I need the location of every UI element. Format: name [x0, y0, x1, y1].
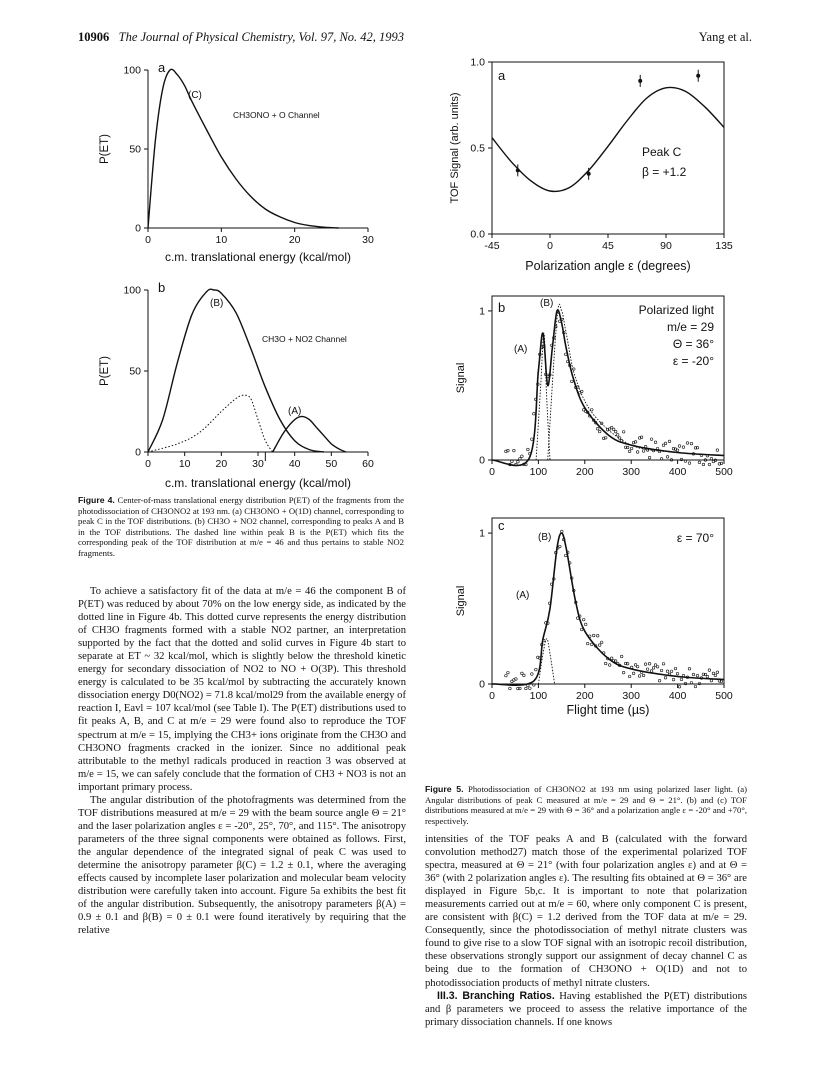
tof-data-point	[672, 678, 675, 681]
panel-label: c	[498, 518, 505, 533]
component-curve	[536, 333, 550, 460]
tof-data-point	[688, 667, 691, 670]
tof-data-point	[658, 679, 661, 682]
tof-data-point	[690, 442, 693, 445]
figure-5c-plot	[455, 518, 733, 717]
tof-data-point	[505, 674, 508, 677]
x-tick-label: 200	[576, 690, 594, 702]
tof-data-point	[598, 644, 601, 647]
x-axis-label: c.m. translational energy (kcal/mol)	[164, 476, 352, 490]
tof-data-point	[648, 456, 651, 459]
tof-data-point	[716, 449, 719, 452]
y-axis-label: Signal	[455, 362, 467, 394]
tof-data-point	[592, 634, 595, 637]
tof-data-point	[710, 679, 713, 682]
tof-data-point	[628, 450, 631, 453]
y-tick-label: 1.0	[470, 56, 485, 69]
x-tick-label: 10	[215, 234, 228, 246]
tof-data-point	[509, 687, 512, 690]
x-tick-label: 60	[362, 458, 374, 470]
tof-data-point	[688, 462, 691, 465]
tof-data-point	[698, 461, 701, 464]
tof-data-point	[533, 412, 536, 415]
figure-4-caption	[78, 495, 404, 559]
series-C-curve	[148, 69, 339, 228]
tof-data-point	[664, 442, 667, 445]
tof-data-point	[517, 460, 520, 463]
tof-data-point	[614, 430, 617, 433]
peak-label-C: (C)	[188, 90, 202, 101]
running-authors: Yang et al.	[698, 30, 752, 44]
tof-data-point	[708, 669, 711, 672]
tof-data-point	[531, 438, 534, 441]
x-tick-label: 0	[145, 234, 151, 246]
tof-data-point	[632, 672, 635, 675]
tof-data-point	[558, 545, 561, 548]
figure-4	[80, 52, 410, 492]
tof-data-point	[636, 451, 639, 454]
tof-data-point	[678, 445, 681, 448]
tof-data-point	[680, 678, 683, 681]
tof-data-point	[638, 675, 641, 678]
peak-label-B: (B)	[538, 532, 552, 543]
tof-data-point	[582, 618, 585, 621]
figure-4b-plot	[99, 280, 374, 490]
tof-data-point	[666, 670, 669, 673]
figure-5-caption-text: Photodissociation of CH3ONO2 at 193 nm using polarized laser light. (a) Angular distributions of peak C measured at m/e = 29 and Θ = 21°. (b) and (c) TOF distributions measured at m/e = 29 with Θ = 36° and a polarization angle ε = -20° and +70°, respectively.	[425, 784, 747, 826]
tof-data-point	[714, 674, 717, 677]
tof-data-point	[648, 662, 651, 665]
peak-label-A: (A)	[516, 590, 530, 601]
x-axis-label: c.m. translational energy (kcal/mol)	[164, 250, 352, 264]
tof-data-point	[670, 670, 673, 673]
tof-data-point	[636, 665, 639, 668]
right-column-text	[425, 833, 747, 1029]
y-tick-label: 0.0	[470, 228, 485, 241]
tof-data-point	[660, 669, 663, 672]
info-label: Θ = 36°	[672, 337, 714, 351]
tof-data-point	[622, 430, 625, 433]
tof-data-point	[600, 641, 603, 644]
y-tick-label: 0.5	[470, 142, 485, 155]
panel-label: a	[158, 60, 166, 75]
x-tick-label: -45	[484, 240, 500, 252]
x-tick-label: 500	[715, 690, 733, 702]
peak-label-B: (B)	[210, 298, 224, 309]
tof-data-point	[686, 442, 689, 445]
page-number: 10906	[78, 30, 110, 44]
tof-data-point	[706, 675, 709, 678]
y-axis-label: Signal	[455, 585, 467, 617]
channel-label: CH3ONO + O Channel	[233, 110, 320, 120]
x-tick-label: 20	[288, 234, 301, 246]
paragraph: The angular distribution of the photofragments was determined from the TOF distributions measured at m/e = 29 with the beam source angle Θ = 21° and the laser polarization angles ε = -20°, 25°, 70°, and 115°. The anisotropy parameters of the three signal components were obtained as follows. First, the angular dependence of the integrated signal of peak C was used to determine the anisotropy parameter β(C) = 1.2 ± 0.1, where the averaging effects caused by incomplete laser polarization and molecular beam velocity distribution were carefully taken into account. Figure 5a exhibits the best fit of the angular distribution. Subsequently, the anisotropy parameters β(A) = 0.9 ± 0.1 and β(B) = 0 ± 0.1 were found iteratively by requiring that the relative	[78, 794, 406, 937]
paragraph: Having established the P(ET) distributions and β parameters we proceed to assess the relative importance of the primary dissociation channels. If one knows	[425, 990, 747, 1028]
tof-data-point	[523, 674, 526, 677]
figure-4-caption-label: Figure 4.	[78, 495, 115, 505]
y-tick-label: 100	[123, 284, 141, 297]
x-tick-label: 300	[622, 466, 640, 478]
tof-data-point	[598, 430, 601, 433]
y-tick-label: 1	[479, 527, 485, 540]
tof-data-point	[610, 657, 613, 660]
x-tick-label: 100	[529, 690, 548, 702]
tof-data-point	[507, 671, 510, 674]
x-tick-label: 300	[622, 690, 640, 702]
y-axis-label: P(ET)	[99, 355, 111, 387]
section-paragraph	[425, 990, 747, 1029]
fit-curve	[492, 87, 724, 191]
figure-5-caption	[425, 784, 747, 826]
y-tick-label: 50	[129, 365, 141, 378]
x-axis-label: Flight time (µs)	[566, 703, 650, 717]
tof-data-point	[513, 449, 516, 452]
plot-frame	[492, 62, 724, 234]
x-tick-label: 100	[529, 466, 548, 478]
paragraph: To achieve a satisfactory fit of the data at m/e = 46 the component B of P(ET) was reduced by about 70% on the low energy side, as indicated by the dotted line in Figure 4b. This dotted curve represents the energy distribution of CH3O fragments formed with a stable NO2 partner, an interpretation supported by the fact that the dotted and solid curves in Figure 4b start to separate at ET ~ 32 kcal/mol, which is slightly below the threshold kinetic energy for secondary dissociation of NO2 to NO + O(3P). This threshold energy is calculated to be 35 kcal/mol by subtracting the accurately known dissociation energy D0(NO2) = 71.8 kcal/mol29 from the available energy of reaction I, Eavl = 107 kcal/mol (see Table I). The P(ET) distributions used to fit peaks A, B, and C at m/e = 29 were found also to reproduce the TOF spectrum at m/e = 15, implying the CH3+ ions originate from the CH3O and CH3ONO fragments cracked in the ionizer. Since no additional peak attributable to the methyl radicals produced in reaction 3 was observed at m/e = 15, we can safely conclude that the formation of CH3 + NO3 is not an important primary process.	[78, 586, 406, 793]
x-tick-label: 0	[489, 466, 495, 478]
data-point	[587, 172, 591, 176]
tof-data-point	[676, 672, 679, 675]
tof-data-point	[644, 663, 647, 666]
beta-label: β = +1.2	[642, 165, 687, 179]
tof-data-point	[620, 655, 623, 658]
x-tick-label: 40	[288, 458, 301, 470]
tof-data-point	[608, 664, 611, 667]
tof-data-point	[616, 434, 619, 437]
y-tick-label: 50	[129, 143, 141, 156]
tof-data-point	[652, 667, 655, 670]
tof-data-point	[630, 447, 633, 450]
x-tick-label: 30	[362, 234, 374, 246]
data-point	[638, 79, 642, 83]
peak-label-A: (A)	[514, 344, 528, 355]
x-tick-label: 0	[145, 458, 151, 470]
total-fit-curve	[492, 533, 724, 685]
tof-data-point	[570, 380, 573, 383]
peak-label-A: (A)	[288, 406, 302, 417]
tof-data-point	[682, 446, 685, 449]
x-axis-label: Polarization angle ε (degrees)	[525, 259, 691, 273]
tof-data-point	[654, 441, 657, 444]
y-tick-label: 0	[479, 454, 485, 467]
x-tick-label: 0	[489, 690, 495, 702]
tof-data-point	[612, 428, 615, 431]
tof-data-point	[650, 670, 653, 673]
tof-data-point	[694, 685, 697, 688]
tof-data-point	[678, 685, 681, 688]
tof-data-point	[668, 440, 671, 443]
figure-5-caption-label: Figure 5.	[425, 784, 464, 794]
tof-data-point	[708, 463, 711, 466]
panel-label: a	[498, 68, 506, 83]
y-tick-label: 100	[123, 64, 141, 77]
tof-data-point	[596, 634, 599, 637]
x-tick-label: 10	[178, 458, 191, 470]
tof-data-point	[662, 663, 665, 666]
data-point	[516, 168, 520, 172]
tof-data-point	[646, 668, 649, 671]
info-label: m/e = 29	[666, 320, 714, 334]
info-label: ε = -20°	[672, 354, 714, 368]
y-axis-label: TOF Signal (arb. units)	[449, 92, 461, 204]
tof-data-point	[622, 671, 625, 674]
y-axis-label: P(ET)	[99, 133, 111, 165]
paragraph: intensities of the TOF peaks A and B (calculated with the forward convolution method27) match those of the experimental polarized TOF spectra, measured at Θ = 21° (with four polarization angles ε) and at Θ = 36° (with 2 polarization angles ε). The resulting fits obtained at Θ = 36° are displayed in Figure 5b,c. It is important to note that polarization measurements carried out at m/e = 60, where only component C is present, are consistent with β(C) = 1.2 derived from the TOF data at m/e = 29. Consequently, since the photodissociation of methyl nitrate clusters was found to give rise to a slow TOF signal with an isotropic recoil distribution, these observations strongly support our assignment of decay channel C as being due to the formation of CH3ONO + O(1D) and not to photodissociation products of methyl nitrate clusters.	[425, 834, 747, 989]
tof-data-point	[664, 676, 667, 679]
figure-4a-plot	[99, 60, 374, 264]
tof-data-point	[656, 665, 659, 668]
info-label: ε = 70°	[676, 531, 714, 545]
panel-label: b	[498, 300, 506, 315]
tof-data-point	[596, 427, 599, 430]
x-tick-label: 90	[660, 240, 672, 252]
tof-data-point	[674, 667, 677, 670]
y-tick-label: 0	[135, 446, 141, 459]
figure-5b-plot	[455, 296, 733, 478]
tof-data-point	[521, 455, 524, 458]
tof-data-point	[586, 642, 589, 645]
tof-data-point	[702, 463, 705, 466]
tof-data-point	[642, 674, 645, 677]
x-tick-label: 30	[252, 458, 264, 470]
tof-data-point	[604, 662, 607, 665]
tof-data-point	[696, 674, 699, 677]
series-B-curve	[148, 289, 324, 452]
y-tick-label: 0	[479, 678, 485, 691]
x-tick-label: 20	[215, 458, 228, 470]
x-tick-label: 400	[668, 466, 687, 478]
channel-label: CH3O + NO2 Channel	[262, 334, 347, 344]
tof-data-point	[650, 438, 653, 441]
y-tick-label: 0	[135, 222, 141, 235]
peak-label: Peak C	[642, 145, 682, 159]
x-tick-label: 200	[576, 466, 594, 478]
left-column-text	[78, 585, 406, 937]
figure-4-caption-text: Center-of-mass translational energy distribution P(ET) of the fragments from the photodissociation of CH3ONO2 at 193 nm. (a) CH3ONO + O(1D) channel, corresponding to peak C in the TOF distributions. (b) CH3O + NO2 channel, corresponding to peaks A and B in the TOF distributions. The dashed line within peak B is the P(ET) which fits the corresponding peak of the TOF distribution at m/e = 46 and thus pertains to stable NO2 fragments.	[78, 495, 404, 558]
tof-data-point	[716, 671, 719, 674]
info-label: Polarized light	[638, 303, 714, 317]
running-header	[78, 30, 404, 45]
tof-data-point	[666, 456, 669, 459]
data-point	[696, 74, 700, 78]
tof-data-point	[527, 448, 530, 451]
peak-label-B: (B)	[540, 298, 554, 309]
series-A-curve	[273, 416, 346, 452]
tof-data-point	[628, 675, 631, 678]
tof-data-point	[531, 673, 534, 676]
tof-data-point	[642, 450, 645, 453]
tof-data-point	[584, 623, 587, 626]
panel-label: b	[158, 280, 166, 295]
x-tick-label: 50	[325, 458, 338, 470]
figure-5a-plot	[449, 57, 733, 274]
y-tick-label: 1	[479, 305, 485, 318]
x-tick-label: 135	[715, 240, 733, 252]
figure-5	[430, 52, 750, 782]
tof-data-point	[525, 687, 528, 690]
tof-data-point	[535, 668, 538, 671]
x-tick-label: 0	[547, 240, 553, 252]
section-heading: III.3. Branching Ratios.	[437, 989, 555, 1002]
journal-citation: The Journal of Physical Chemistry, Vol. 97, No. 42, 1993	[118, 30, 405, 44]
x-tick-label: 400	[668, 690, 687, 702]
x-tick-label: 45	[602, 240, 614, 252]
x-tick-label: 500	[715, 466, 733, 478]
tof-data-point	[692, 673, 695, 676]
